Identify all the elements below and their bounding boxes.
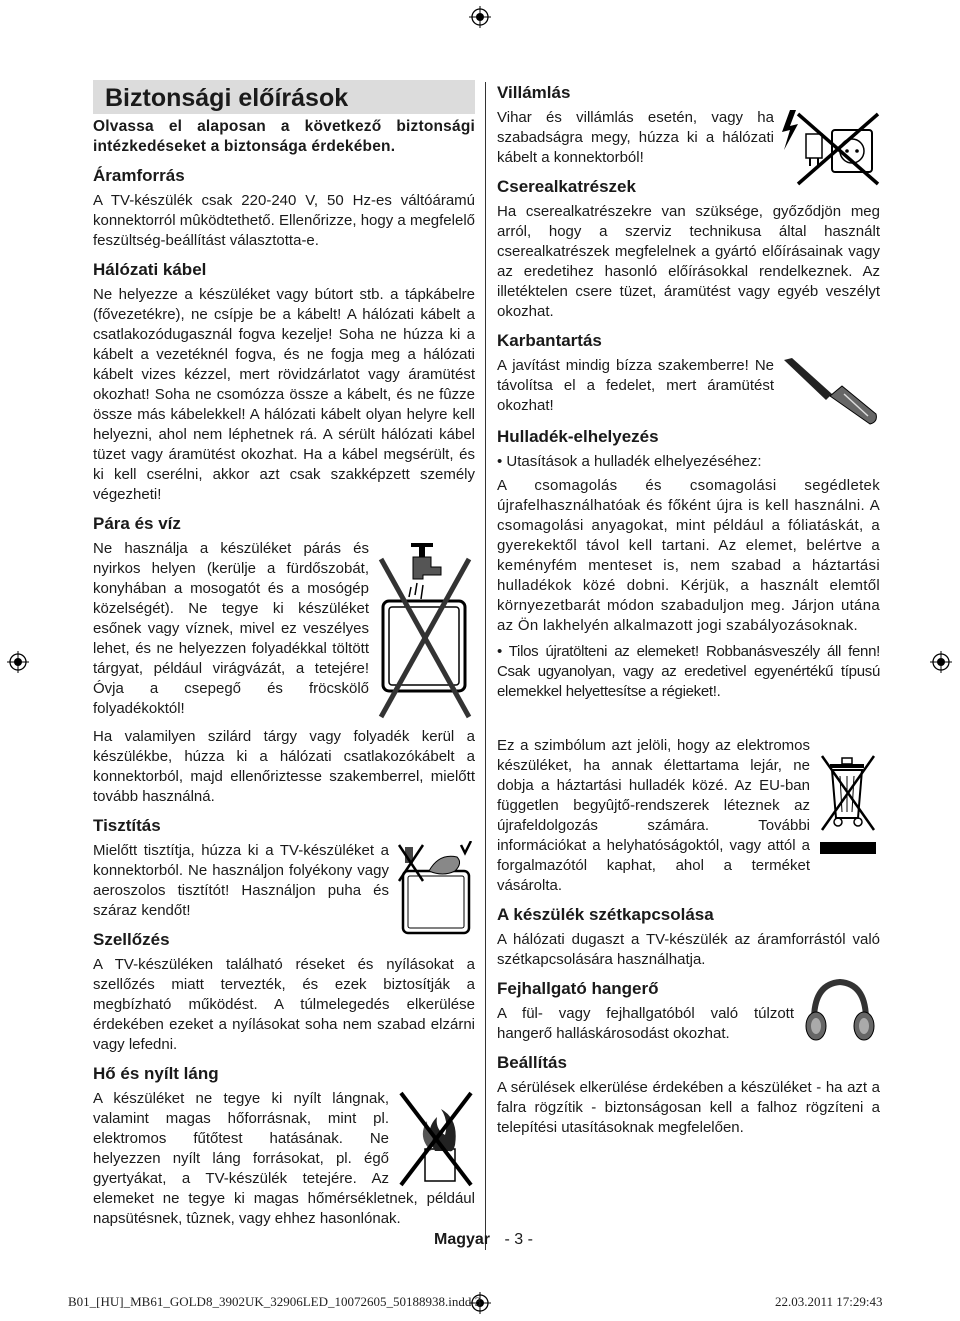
right-column (497, 80, 880, 1138)
text-aramforras: A TV-készülék csak 220-240 V, 50 Hz-es váltóáramú konnektorról mûködtethető. Ellenőrizze, hogy a megfelelő feszültség-beállítást választotta-e. (93, 192, 475, 249)
headphones-icon (800, 976, 880, 1046)
page-number: - 3 - (504, 1231, 533, 1248)
no-lightning-plug-icon (780, 108, 880, 188)
text-karbantartas: A javítást mindig bízza szakemberre! Ne távolítsa el a fedelet, mert áramütést okozhat! (497, 357, 774, 414)
footer-language: Magyar (434, 1231, 491, 1248)
heading-cserealkatreszek: Cserealkatrészek (497, 177, 636, 196)
text-cserealkatreszek: Ha cserealkatrészekre van szüksége, győződjön meg arról, hogy a szerviz technikusa által használt cserealkatrészek megfelelnek a gyártó előírásainak vagy az eredetihez hasonló előírásokkal rendelkeznek. Az illetéktelen csere tüzet, áramütést vagy egyéb veszélyt okozhat. (497, 203, 880, 320)
registration-mark-icon (930, 651, 952, 673)
heading-tisztitas: Tisztítás (93, 816, 161, 835)
no-flame-icon (395, 1089, 475, 1189)
text-para-es-viz-2: Ha valamilyen szilárd tárgy vagy folyadék kerül a készülékbe, húzza ki a hálózati csatlakozókábelt a konnektorból, majd ellenőriztesse szakemberrel, mielőtt tovább használná. (93, 728, 475, 805)
file-slug: B01_[HU]_MB61_GOLD8_3902UK_32906LED_10072605_50188938.indd 3 (68, 1294, 482, 1309)
text-hulladek-1: A csomagolás és csomagolási segédletek újrafelhasználhatóak és főként újra is kell használni. A csomagolási anyagokat, mint például a fóliatáskát, a gyerekektől távol kell tartani. Az elemet, belértve a keményfém menteset is, nem szabad a háztartási hulladékok közé dobni. Kérjük, a használt elemtől környezetbarát módon szabaduljon meg. Járjon utána az Ön lakhelyén alkalmazott jogi szabályozásoknak. (497, 477, 880, 634)
text-beallitas: A sérülések elkerülése érdekében a készüléket - ha azt a falra rögzítik - biztonságosan kell a falhoz rögzíteni a telepítési utasításoknak megfelelően. (497, 1079, 880, 1136)
heading-ho-es-nyilt-lang: Hő és nyílt láng (93, 1064, 219, 1083)
registration-mark-icon (469, 6, 491, 28)
text-para-es-viz: Ne használja a készüléket párás és nyirkos helyen (kerülje a fürdőszobát, konyhában a mosogatót és a mosógép közelségét). Ne tegye ki készüléket esőnek vagy víznek, mivel ez veszélyes lehet, és ne helyezzen folyadékkal töltött tárgyat, például virágvázát, a tetejére! Óvja a csepegő és fröcskölő folyadékoktól! (93, 540, 369, 717)
heading-halozati-kabel: Hálózati kábel (93, 260, 207, 279)
heading-szellozes: Szellőzés (93, 930, 170, 949)
left-column (93, 80, 475, 1229)
column-divider (485, 82, 486, 1250)
hulladek-list (497, 452, 880, 472)
heading-aramforras: Áramforrás (93, 166, 185, 185)
text-tisztitas: Mielőtt tisztítja, húzza ki a TV-készüléket a konnektorból. Ne használjon folyékony vagy aeroszolos tisztítót! Használjon puha és száraz kendőt! (93, 842, 389, 919)
text-halozati-kabel: Ne helyezze a készüléket vagy bútort stb. a tápkábelre (fővezetékre), ne csípje be a kábelt! A hálózati kábelt a csatlakozódugasznál fogva kezelje! Soha ne húzza ki a kábelt a vezetéknél fogva, és ne fogja meg a hálózati kábelt vizes kézzel, mert rövidzárlatot vagy áramütést okozhat! Soha ne csomózza össze a kábelt, és ne fûzze össze más kábelekkel! A hálózati kábelt olyan helyre kell helyezni, ahol nem léphetnek rá. A sérült hálózati kábel tüzet vagy áramütést okozhat. Ha a kábel megsérült, és ki kell cserélni, akkor azt csak szakképzett személy végezheti! (93, 286, 475, 503)
heading-villamlas: Villámlás (497, 83, 571, 102)
no-water-tv-icon (375, 539, 475, 719)
heading-hulladek-elhelyezes: Hulladék-elhelyezés (497, 427, 659, 446)
page-title: Biztonsági előírások (93, 80, 475, 114)
heading-para-es-viz: Pára és víz (93, 514, 181, 533)
heading-szetkapcsolas: A készülék szétkapcsolása (497, 905, 714, 924)
registration-mark-icon (7, 651, 29, 673)
screwdriver-icon (780, 356, 880, 426)
text-szellozes: A TV-készüléken található réseket és nyílásokat a szellőzés miatt tervezték, és ezek biztosítják a megbízható működést. A túlmelegedés elkerülése érdekében ezeket a nyílásokat soha nem szabad elzárni vagy lefedni. (93, 956, 475, 1053)
crossed-bin-icon (816, 750, 880, 860)
text-villamlas: Vihar és villámlás esetén, vagy ha szabadságra megy, húzza ki a hálózati kábelt a konnektorból! (497, 109, 774, 166)
heading-fejhallgato: Fejhallgató hangerő (497, 979, 659, 998)
page-footer (434, 1231, 533, 1249)
no-spray-cleaning-icon (395, 841, 475, 937)
text-ho-es-nyilt-lang: A készüléket ne tegye ki nyílt lángnak, valamint magas hőforrásnak, mint pl. elektromos fűtőtest hatásának. Ne helyezzen nyílt láng forrásokat, pl. égő gyertyákat, a TV-készülék tetejére. Az elemeket ne tegye ki magas hőmérsékletnek, például napsütésnek, tûznek, vagy ehhez hasonlónak. (93, 1090, 475, 1227)
text-hulladek-3: Ez a szimbólum azt jelöli, hogy az elektromos készüléket, ha annak élettartama lejár, ne dobja a háztartási hulladék közé. Az EU-ban független begyûjtő-rendszerek léteznek az újrafeldolgozás számára. További információkat a helyhatóságoktól, vagy attól a forgalmazótól kaphat, ahol a terméket vásárolta. (497, 737, 810, 894)
text-hulladek-2: • Tilos újratölteni az elemeket! Robbanásveszély áll fenn! Csak ugyanolyan, vagy az eredetivel egyenértékű típusú elemekkel helyettesítse a régieket!. (497, 643, 880, 700)
heading-karbantartas: Karbantartás (497, 331, 602, 350)
heading-beallitas: Beállítás (497, 1053, 567, 1072)
intro-text: Olvassa el alaposan a következő biztonsági intézkedéseket a biztonsága érdekében. (93, 118, 475, 155)
text-szetkapcsolas: A hálózati dugaszt a TV-készülék az áramforrástól való szétkapcsolására használhatja. (497, 931, 880, 968)
list-item: • Utasítások a hulladék elhelyezéséhez: (497, 453, 762, 470)
text-fejhallgato: A fül- vagy fejhallgatóból való túlzott hangerő halláskárosodást okozhat. (497, 1005, 794, 1042)
file-timestamp: 22.03.2011 17:29:43 (775, 1294, 883, 1309)
